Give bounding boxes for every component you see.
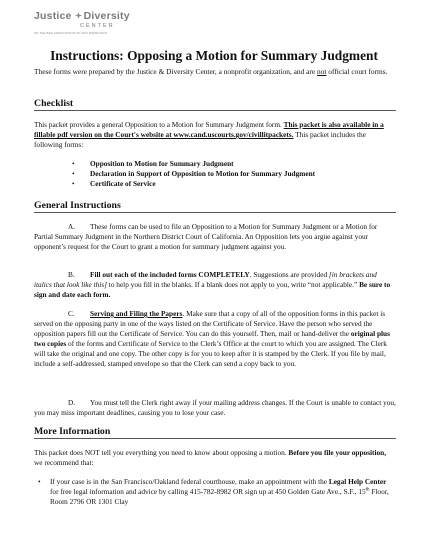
checklist-forms-list xyxy=(34,159,394,190)
list-item xyxy=(34,169,394,179)
checklist-text-1: This packet provides a general Opposition to a Motion for Summary Judgment form. xyxy=(34,120,284,129)
bullet-icon: • xyxy=(38,477,41,486)
intro-text-1: These forms were prepared by the Justice & Diversity Center, a nonprofit organization, and are xyxy=(34,67,316,76)
logo-center: CENTER xyxy=(80,23,115,29)
info-item-1-text-3: Floor, Room 2796 OR 1301 Clay xyxy=(50,487,389,507)
instruction-c-number: C. xyxy=(68,309,75,318)
logo-subtitle: OF THE BAR ASSOCIATION OF SAN FRANCISCO xyxy=(34,31,108,35)
instruction-d xyxy=(34,398,396,418)
checklist-item-2: Declaration in Support of Opposition to Motion for Summary Judgment xyxy=(90,169,316,179)
instruction-b-text-2: to help you fill in the blanks. If a blank does not apply to you, write “not applicable.” xyxy=(106,280,360,290)
logo-diversity: Diversity xyxy=(83,10,130,22)
checklist-pdf-link[interactable]: This packet is also available in a fillable pdf version on the Court's website at www.cand.uscourts.gov/civillitpackets. xyxy=(34,120,384,140)
instruction-b xyxy=(34,270,396,300)
instruction-a xyxy=(34,222,396,252)
intro-text-2: official court forms. xyxy=(326,67,388,76)
instruction-c-bold-2: original plus two copies xyxy=(34,329,390,349)
instruction-c-bold: Serving and Filing the Papers xyxy=(90,309,183,318)
checklist-text-3: This packet includes the following forms: xyxy=(34,130,366,150)
intro-paragraph xyxy=(34,67,394,77)
instruction-b-text-1: . Suggestions are provided xyxy=(249,270,329,279)
bullet-icon: • xyxy=(72,179,75,189)
checklist-item-1: Opposition to Motion for Summary Judgment xyxy=(90,159,234,168)
more-text-1: This packet does NOT tell you everything you need to know about opposing a motion. xyxy=(34,448,289,457)
instruction-b-number: B. xyxy=(68,270,75,279)
instruction-a-number: A. xyxy=(68,222,76,231)
list-item xyxy=(34,477,396,507)
instruction-d-text: You must tell the Clerk right away if your mailing address changes. If the Court is unable to contact you, you may miss important deadlines, causing you to lose your case. xyxy=(34,398,396,418)
general-instructions-heading: General Instructions xyxy=(34,200,396,213)
logo-star-icon xyxy=(75,12,82,19)
list-item xyxy=(34,179,394,189)
more-text-3: we recommend that: xyxy=(34,458,94,468)
list-item xyxy=(34,159,394,169)
instruction-b-italic: [in brackets and italics that look like this] xyxy=(34,270,377,290)
checklist-paragraph xyxy=(34,120,396,150)
logo xyxy=(34,10,154,44)
instruction-a-text: These forms can be used to file an Opposition to a Motion for Summary Judgment or a Motion for Partial Summary Judgment in the Northern District Court of California. An Opposition lets you argue against your opponent’s request for the Court to grant a motion for summary judgment against you. xyxy=(34,222,378,252)
logo-wordmark xyxy=(34,10,130,22)
intro-not: not xyxy=(317,67,327,76)
info-item-1-text-1: If your case is in the San Francisco/Oakland federal courthouse, make an appointment with the xyxy=(50,477,329,486)
logo-justice: Justice xyxy=(34,10,72,22)
more-information-heading: More Information xyxy=(34,426,396,439)
bullet-icon: • xyxy=(72,159,75,168)
info-item-1-text-2: for free legal information and advice by calling 415-782-8982 OR sign up at 450 Golden Gate Ave., S.F., 15 xyxy=(50,487,366,497)
instruction-d-number: D. xyxy=(68,398,76,407)
instruction-c-text-2: of the forms and Certificate of Service to the Clerk’s Office at the court to which you are assigned. The Clerk will take the original and one copy. The other copy is for you to keep after it is stamped by the Clerk. If you file by mail, include a self-addressed, stamped envelope so that the Clerk can send a copy back to you. xyxy=(34,339,387,369)
checklist-item-3: Certificate of Service xyxy=(90,179,156,189)
info-item-1-bold: Legal Help Center xyxy=(328,477,387,486)
info-item-1-sup: th xyxy=(365,487,370,493)
more-information-paragraph xyxy=(34,448,396,468)
page-title: Instructions: Opposing a Motion for Summary Judgment xyxy=(50,48,378,63)
bullet-icon: • xyxy=(72,169,75,179)
more-bold: Before you file your opposition, xyxy=(288,448,387,457)
more-information-list xyxy=(34,477,396,507)
instruction-b-bold-2: Be sure to sign and date each form. xyxy=(34,280,391,300)
checklist-heading: Checklist xyxy=(34,98,396,111)
instruction-c-text-1: . Make sure that a copy of all of the opposition forms in this packet is served on the opposing party in one of the ways listed on the Certificate of Service. Have the person who served the opposition papers fill out the Certificate of Service. You can do this yourself. Then, mail or hand-deliver the xyxy=(34,309,386,339)
instruction-c xyxy=(34,309,396,370)
instruction-b-bold: Fill out each of the included forms COMPLETELY xyxy=(90,270,250,279)
